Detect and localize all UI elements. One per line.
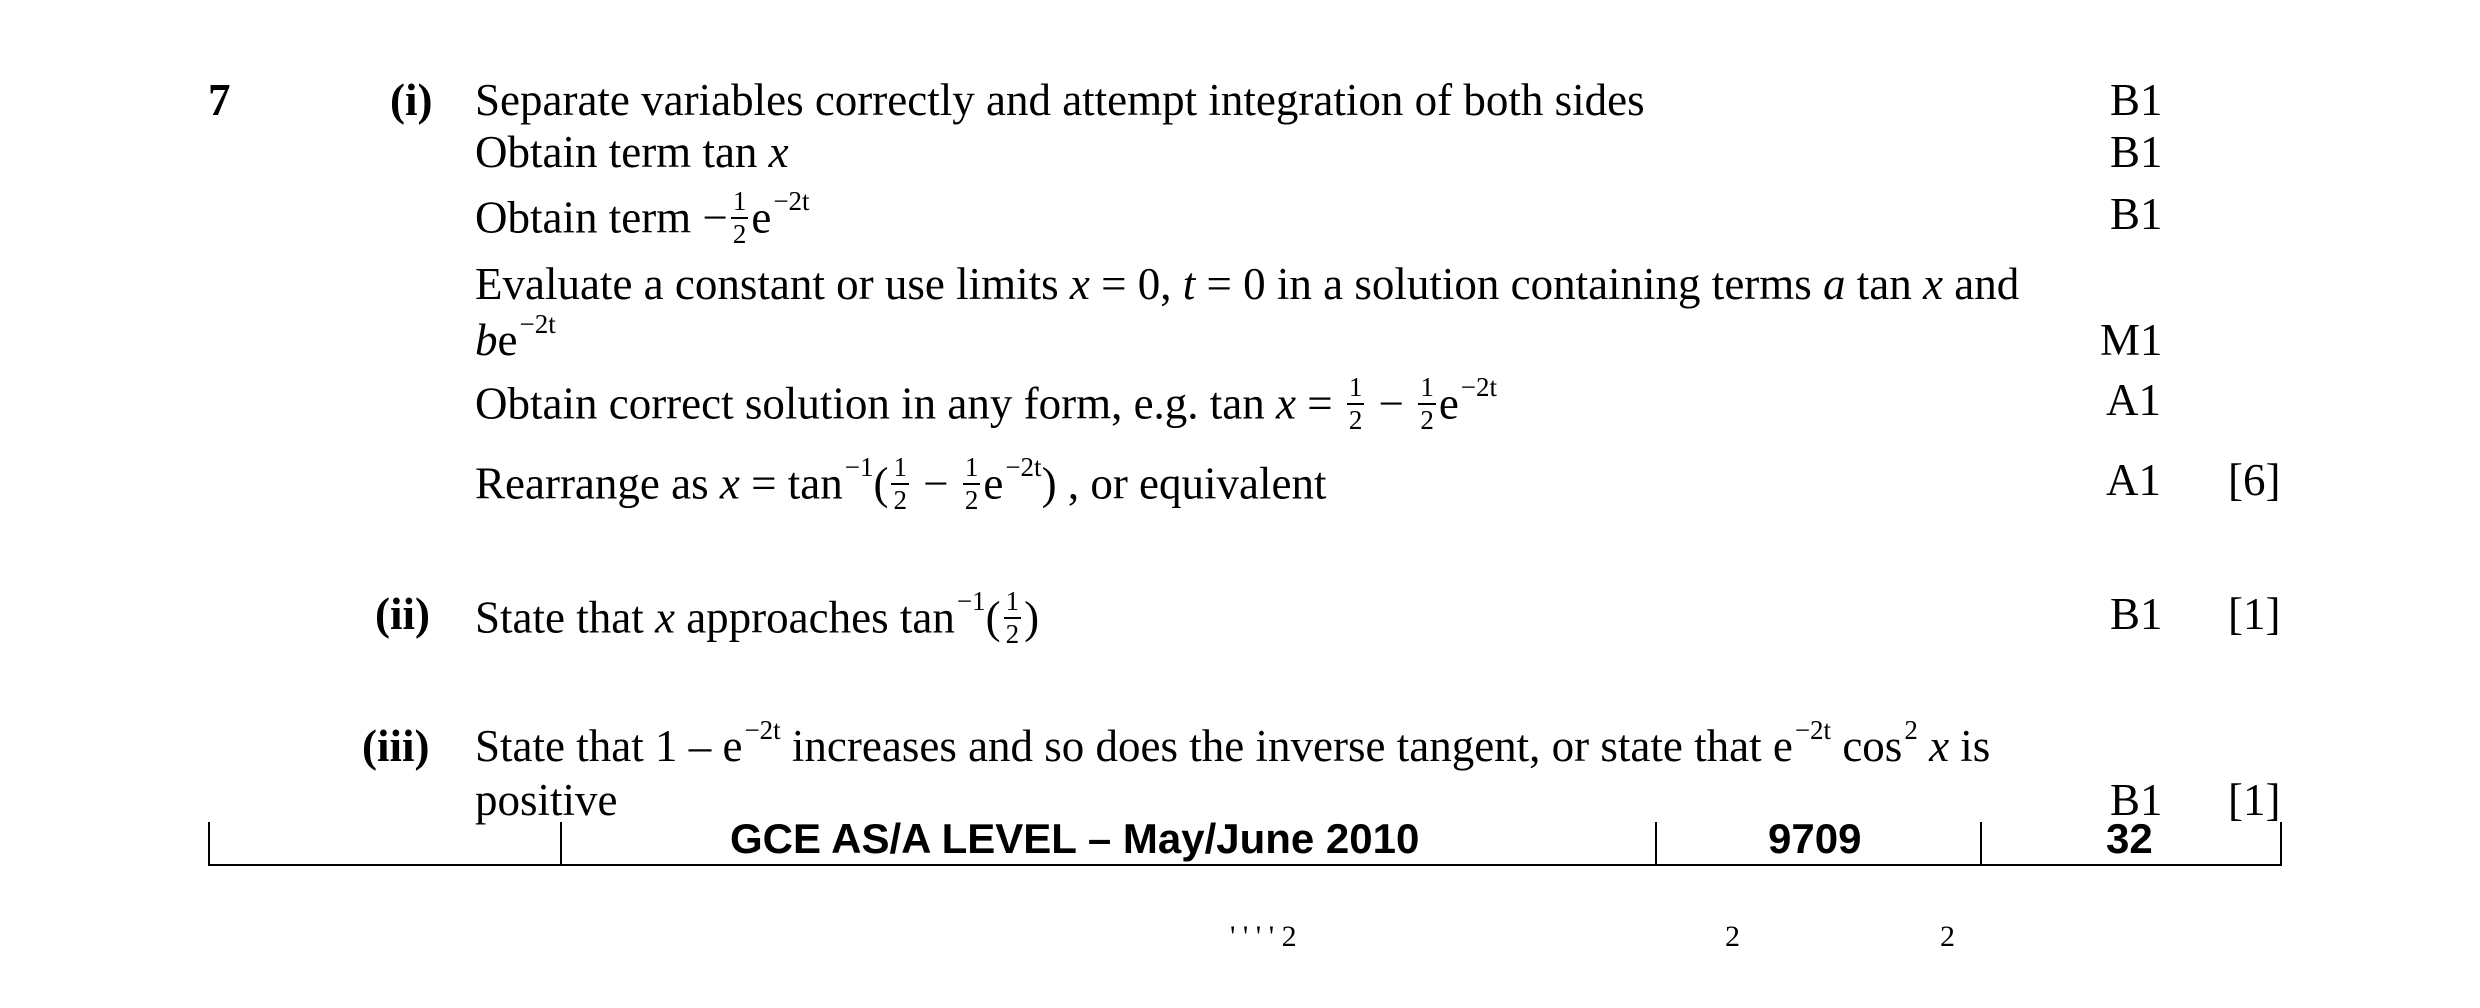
footer-syllabus: 9709 xyxy=(1768,815,1862,862)
step-3-fraction xyxy=(731,188,749,248)
step-6-post: , or equivalent xyxy=(1056,458,1327,509)
part-iii-step-line-2: positive xyxy=(475,775,618,825)
step-6-eq: = tan xyxy=(739,458,843,509)
part-i-step-6-mark: A1 xyxy=(2106,455,2161,505)
step-6-exponent: −2t xyxy=(1005,452,1042,483)
step-5-e: e xyxy=(1438,378,1459,429)
cut-off-text: 2 xyxy=(1725,920,1740,953)
part-i-step-6 xyxy=(475,452,1327,518)
part-ii-var: x xyxy=(654,592,675,643)
part-ii-close-paren: ) xyxy=(1024,592,1040,643)
step-5-var: x xyxy=(1276,378,1297,429)
footer-title: GCE AS/A LEVEL – May/June 2010 xyxy=(730,815,1420,862)
part-i-label: (i) xyxy=(390,75,433,125)
footer-divider xyxy=(208,822,210,865)
step-6-text: Rearrange as xyxy=(475,458,720,509)
footer-divider xyxy=(1655,822,1657,865)
part-iii-total: [1] xyxy=(2228,775,2281,825)
step-4-e: e xyxy=(497,315,518,365)
part-ii-mid: approaches tan xyxy=(674,592,955,643)
step-4-var-b: b xyxy=(475,315,498,365)
part-iii-step-line-1 xyxy=(475,715,1991,771)
fraction-numerator: 1 xyxy=(1418,374,1436,405)
cut-off-text: ' ' ' ' 2 xyxy=(1230,920,1297,953)
part-iii-exponent-1: −2t xyxy=(744,715,781,745)
step-4-text-e: and xyxy=(1943,259,2020,309)
part-ii-step xyxy=(475,586,1040,652)
part-i-total: [6] xyxy=(2228,455,2281,505)
step-4-exponent: −2t xyxy=(519,309,556,339)
part-i-step-4-mark: M1 xyxy=(2100,315,2163,365)
step-6-var: x xyxy=(719,458,740,509)
step-2-text: Obtain term tan xyxy=(475,127,769,177)
part-iii-mark: B1 xyxy=(2110,775,2163,825)
step-5-exponent: −2t xyxy=(1460,372,1498,403)
step-6-open-paren: ( xyxy=(873,458,889,509)
step-6-close-paren: ) xyxy=(1041,458,1057,509)
part-iii-exponent-2: −2t xyxy=(1794,715,1832,745)
fraction-denominator: 2 xyxy=(732,219,747,249)
step-5-minus: − xyxy=(1367,378,1416,429)
step-3-text: Obtain term xyxy=(475,192,703,243)
cut-off-text: 2 xyxy=(1940,920,1955,953)
fraction-numerator: 1 xyxy=(731,188,749,219)
step-6-e: e xyxy=(983,458,1004,509)
fraction-numerator: 1 xyxy=(963,454,981,485)
fraction-denominator: 2 xyxy=(893,485,907,515)
fraction-denominator: 2 xyxy=(1005,619,1020,649)
part-i-step-1-mark: B1 xyxy=(2110,75,2163,125)
part-iii-cos: cos xyxy=(1831,721,1903,771)
step-6-inverse: −1 xyxy=(844,452,874,483)
step-5-eq: = xyxy=(1296,378,1344,429)
step-4-text-c: = 0 in a solution containing terms xyxy=(1195,259,1824,309)
footer-divider xyxy=(560,822,562,865)
part-iii-mid: increases and so does the inverse tangent, or state that e xyxy=(780,721,1793,771)
step-6-minus: − xyxy=(911,458,960,509)
part-ii-open-paren: ( xyxy=(985,592,1001,643)
footer-rule xyxy=(208,864,2282,866)
part-iii-text: State that 1 – e xyxy=(475,721,743,771)
part-i-step-2 xyxy=(475,127,789,177)
part-i-step-1: Separate variables correctly and attempt integration of both sides xyxy=(475,75,1645,125)
fraction-numerator: 1 xyxy=(1004,588,1022,619)
part-i-step-4-line-2 xyxy=(475,309,556,365)
step-5-fraction-2 xyxy=(1418,374,1436,434)
part-i-step-3-mark: B1 xyxy=(2110,189,2163,239)
part-ii-label: (ii) xyxy=(375,589,430,639)
step-4-text-d: tan xyxy=(1845,259,1924,309)
step-2-var: x xyxy=(768,127,789,177)
step-3-exponent: −2t xyxy=(773,186,810,217)
part-ii-total: [1] xyxy=(2228,589,2281,639)
step-4-var-x: x xyxy=(1069,259,1090,309)
part-i-step-3 xyxy=(475,186,810,252)
part-iii-post: is xyxy=(1949,721,1991,771)
part-iii-square: 2 xyxy=(1904,715,1918,745)
fraction-denominator: 2 xyxy=(1420,405,1434,435)
step-4-var-x2: x xyxy=(1923,259,1944,309)
part-i-step-5 xyxy=(475,372,1498,438)
part-i-step-4-line-1 xyxy=(475,259,2020,309)
step-5-text: Obtain correct solution in any form, e.g. tan xyxy=(475,378,1277,429)
part-i-step-2-mark: B1 xyxy=(2110,127,2163,177)
step-4-text-a: Evaluate a constant or use limits xyxy=(475,259,1070,309)
step-6-fraction-1 xyxy=(891,454,909,514)
footer-divider xyxy=(2280,822,2282,865)
step-3-e: e xyxy=(751,192,772,243)
footer-paper: 32 xyxy=(2106,815,2153,862)
step-4-text-b: = 0, xyxy=(1089,259,1183,309)
fraction-denominator: 2 xyxy=(964,485,979,515)
part-ii-inverse: −1 xyxy=(956,586,986,617)
step-6-fraction-2 xyxy=(963,454,981,514)
footer-divider xyxy=(1980,822,1982,865)
step-3-minus: − xyxy=(702,192,728,243)
step-4-var-t: t xyxy=(1182,259,1196,309)
fraction-denominator: 2 xyxy=(1348,405,1363,435)
question-number: 7 xyxy=(208,75,231,125)
part-ii-text: State that xyxy=(475,592,655,643)
part-iii-var: x xyxy=(1929,721,1950,771)
fraction-numerator: 1 xyxy=(891,454,909,485)
part-ii-fraction xyxy=(1004,588,1022,648)
step-4-var-a: a xyxy=(1823,259,1846,309)
part-i-step-5-mark: A1 xyxy=(2106,375,2161,425)
part-iii-label: (iii) xyxy=(362,721,430,771)
fraction-numerator: 1 xyxy=(1347,374,1365,405)
part-ii-mark: B1 xyxy=(2110,589,2163,639)
step-5-fraction-1 xyxy=(1347,374,1365,434)
